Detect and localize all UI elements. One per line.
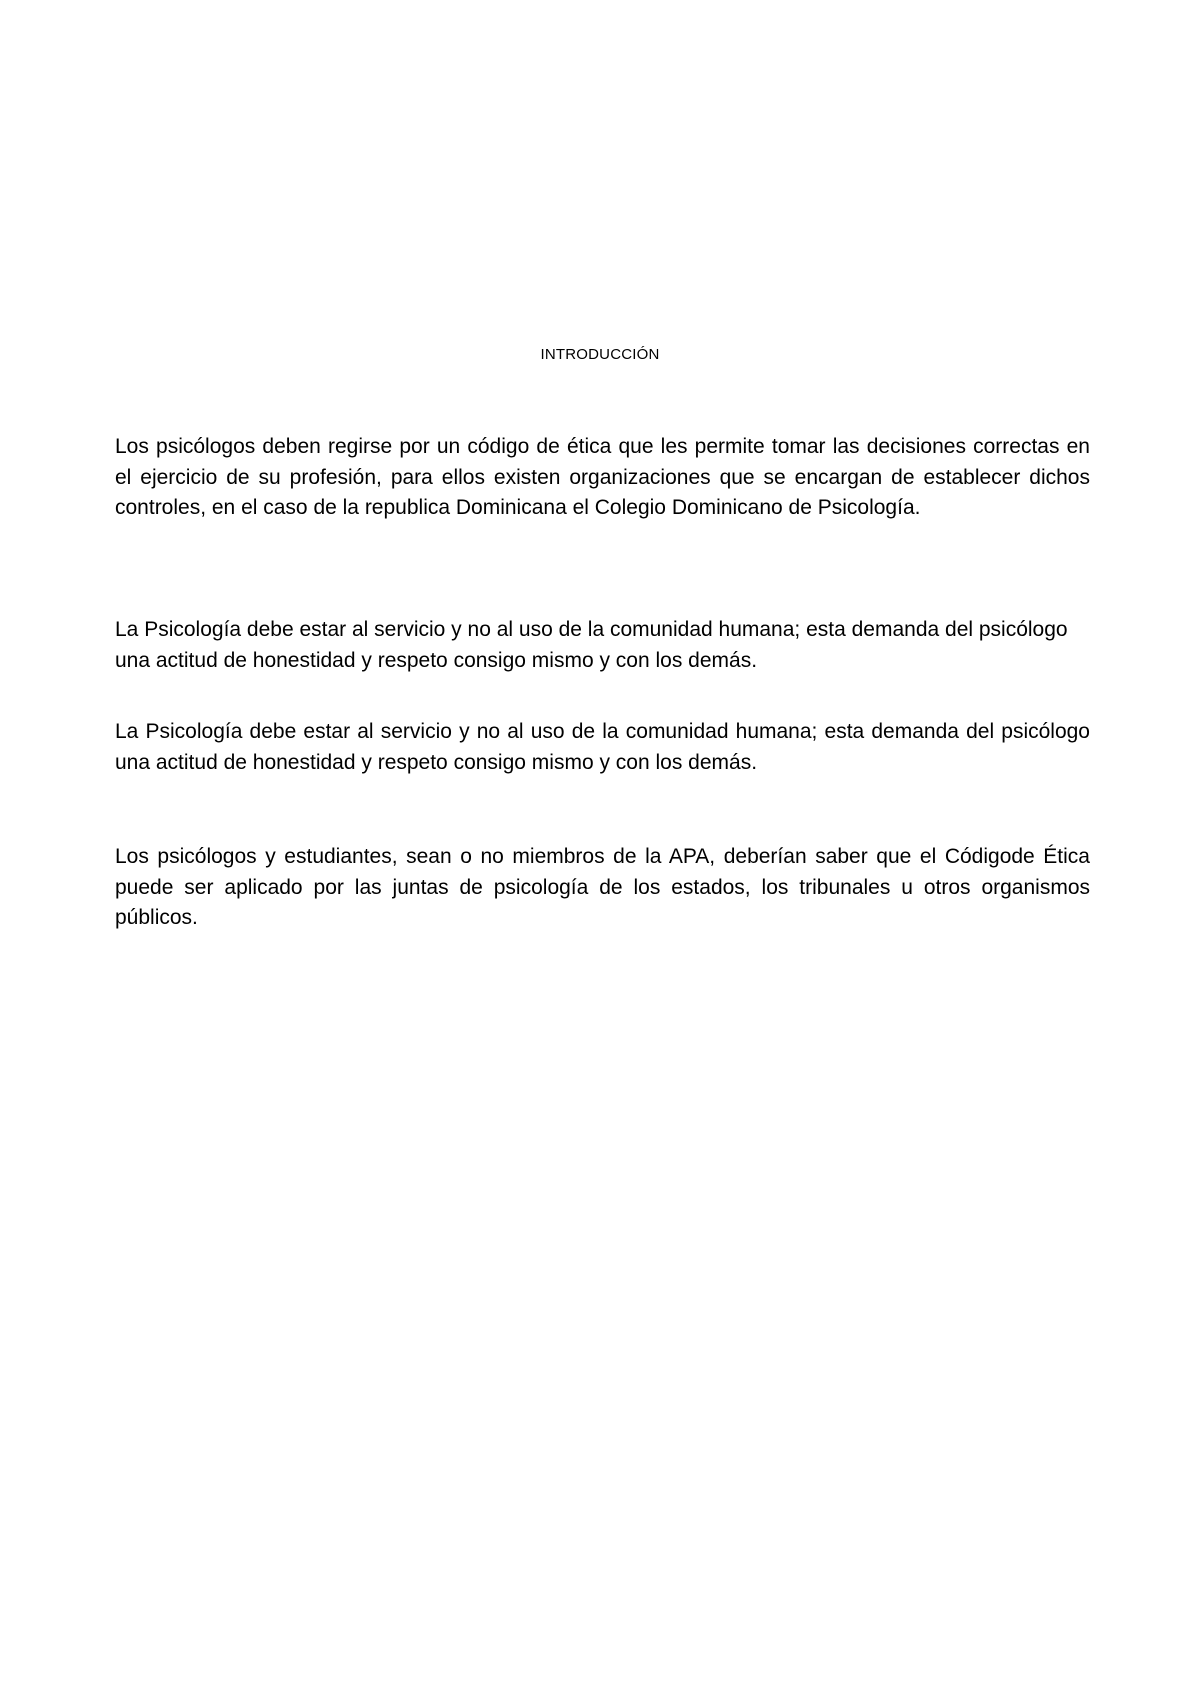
paragraph-psychology-service: La Psicología debe estar al servicio y no al uso de la comunidad humana; esta demanda del psicólogo una actitud de honestidad y respeto consigo mismo y con los demás. — [115, 618, 1068, 672]
paragraph-ethics-code: Los psicólogos deben regirse por un código de ética que les permite tomar las decisiones correctas en el ejercicio de su profesión, para ellos existen organizaciones que se encargan de establecer dichos controles, en el caso de la republica Dominicana el Colegio Dominicano de Psicología. — [115, 435, 1090, 519]
paragraph-apa-code: Los psicólogos y estudiantes, sean o no miembros de la APA, deberían saber que el Códigode Ética puede ser aplicado por las juntas de psicología de los estados, los tribunales u otros organismos públicos. — [115, 845, 1090, 929]
paragraph-psychology-service-repeat: La Psicología debe estar al servicio y no al uso de la comunidad humana; esta demanda del psicólogo una actitud de honestidad y respeto consigo mismo y con los demás. — [115, 720, 1090, 774]
page-title: INTRODUCCIÓN — [540, 346, 660, 363]
